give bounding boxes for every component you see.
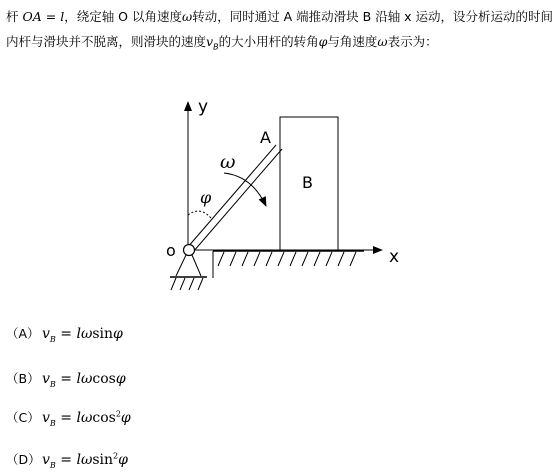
velocity-subscript: B [213, 42, 219, 52]
option-b[interactable] [6, 365, 126, 389]
phi-symbol: φ [115, 370, 126, 387]
mechanism-diagram [150, 92, 420, 302]
trig-function: sin [92, 325, 114, 342]
question-part: = [41, 9, 61, 24]
rod-name: OA [22, 9, 42, 24]
x-axis-label: x [389, 247, 400, 267]
velocity-symbol: v [206, 34, 214, 49]
option-a[interactable] [6, 320, 123, 344]
velocity-subscript: B [49, 460, 56, 470]
option-label: （D） [6, 451, 41, 467]
question-part: 的大小用杆的转角 [218, 34, 319, 49]
omega-symbol: ω [80, 451, 93, 468]
slider-b-label: B [302, 173, 313, 192]
option-label: （B） [6, 370, 40, 386]
pivot-support-right [192, 255, 201, 276]
omega-symbol: ω [377, 34, 388, 49]
rod-length: l [76, 325, 81, 342]
pivot-base-hatching [171, 278, 203, 290]
velocity-subscript: B [49, 334, 56, 344]
phi-arc [188, 211, 211, 218]
question-part: 表示为： [387, 34, 438, 49]
omega-symbol: ω [80, 409, 93, 426]
pivot-o-label: o [166, 241, 176, 260]
question-part: 杆 [6, 9, 23, 24]
exponent: 2 [113, 451, 119, 460]
question-part: ，绕定轴 O 以角速度 [64, 9, 182, 24]
option-label: （C） [6, 409, 40, 425]
trig-function: sin [92, 451, 114, 468]
phi-symbol: φ [318, 34, 328, 49]
phi-symbol: φ [120, 409, 131, 426]
equals-sign: = [55, 325, 77, 342]
trig-function: cos [92, 409, 116, 426]
velocity-symbol: v [42, 409, 50, 426]
question-part: 转动，同时通过 A 端推动滑块 B 沿轴 x 运动，设分析运动的时间内杆与滑块并不脱离，则滑块的速度 [6, 9, 554, 49]
rod-length: l [76, 451, 81, 468]
point-a-label: A [260, 128, 271, 147]
phi-label: φ [200, 188, 212, 207]
option-label: （A） [6, 325, 40, 341]
exponent: 2 [115, 409, 121, 418]
velocity-symbol: v [42, 370, 50, 387]
pivot-support-left [176, 255, 186, 276]
ground-hatching [218, 252, 356, 266]
velocity-symbol: v [42, 451, 50, 468]
rod-length: l [76, 409, 81, 426]
equals-sign: = [55, 451, 77, 468]
omega-symbol: ω [181, 9, 193, 24]
option-c[interactable] [6, 404, 131, 428]
omega-label: ω [220, 151, 236, 173]
omega-arrow [224, 173, 266, 206]
rod-length: l [76, 370, 81, 387]
question-part: 与角速度 [327, 34, 378, 49]
rod-length: l [60, 9, 65, 24]
phi-symbol: φ [118, 451, 128, 468]
velocity-subscript: B [49, 418, 56, 428]
omega-symbol: ω [80, 325, 93, 342]
pivot-o [184, 245, 195, 256]
y-axis-label: y [198, 97, 209, 117]
equals-sign: = [55, 409, 77, 426]
velocity-subscript: B [49, 379, 56, 389]
phi-symbol: φ [113, 325, 123, 342]
velocity-symbol: v [42, 325, 50, 342]
omega-symbol: ω [80, 370, 93, 387]
equals-sign: = [55, 370, 77, 387]
question-text [6, 4, 554, 60]
trig-function: cos [92, 370, 116, 387]
option-d[interactable] [6, 446, 128, 470]
